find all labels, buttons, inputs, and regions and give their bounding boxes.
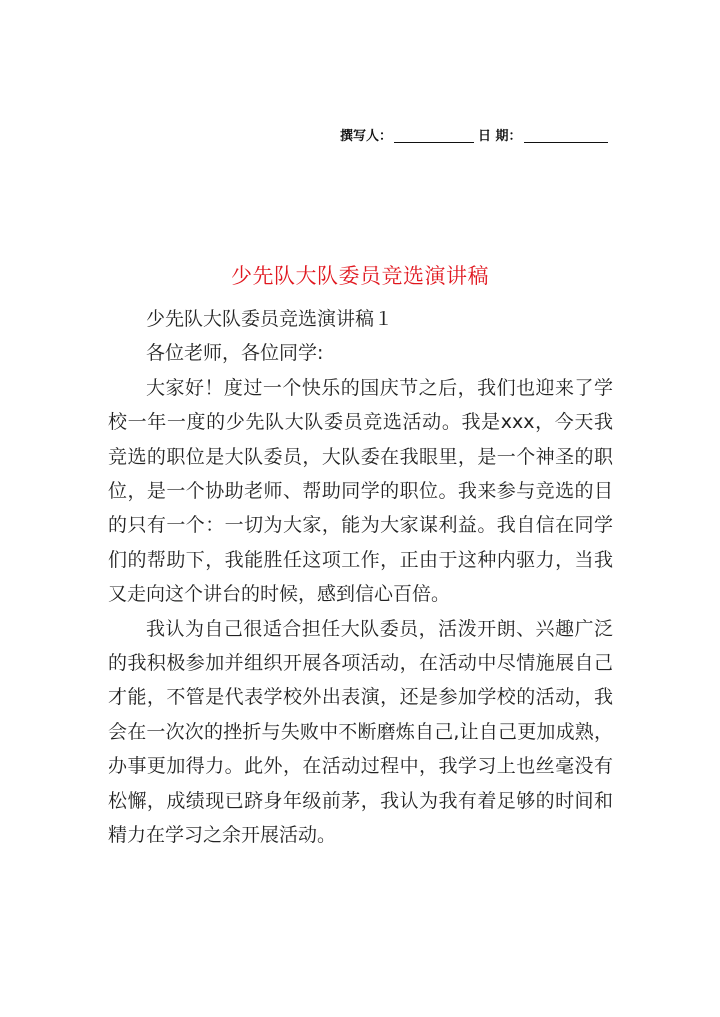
document-body — [108, 302, 613, 853]
paragraph: 我认为自己很适合担任大队委员，活泼开朗、兴趣广泛的我积极参加并组织开展各项活动，在活动中尽情施展自己才能，不管是代表学校外出表演，还是参加学校的活动，我会在一次次的挫折与失败中不断磨炼自己,让自己更加成熟，办事更加得力。此外，在活动过程中，我学习上也丝毫没有松懈，成绩现已跻身年级前茅，我认为我有着足够的时间和精力在学习之余开展活动。 — [108, 617, 613, 847]
paragraph: 大家好！度过一个快乐的国庆节之后，我们也迎来了学校一年一度的少先队大队委员竞选活动。我是xxx，今天我竞选的职位是大队委员，大队委在我眼里，是一个神圣的职位，是一个协助老师、帮助同学的职位。我来参与竞选的目的只有一个：一切为大家，能为大家谋利益。我自信在同学们的帮助下，我能胜任这项工作，正由于这种内驱力，当我又走向这个讲台的时候，感到信心百倍。 — [108, 376, 613, 606]
author-date-line — [340, 124, 612, 146]
document-title: 少先队大队委员竞选演讲稿 — [231, 264, 489, 288]
author-label: 撰写人： — [340, 129, 393, 144]
date-blank — [524, 128, 608, 143]
greeting: 各位老师，各位同学: — [146, 342, 324, 365]
subtitle: 少先队大队委员竞选演讲稿１ — [146, 308, 394, 330]
date-label: 日 期： — [478, 129, 522, 144]
author-blank — [394, 128, 474, 143]
